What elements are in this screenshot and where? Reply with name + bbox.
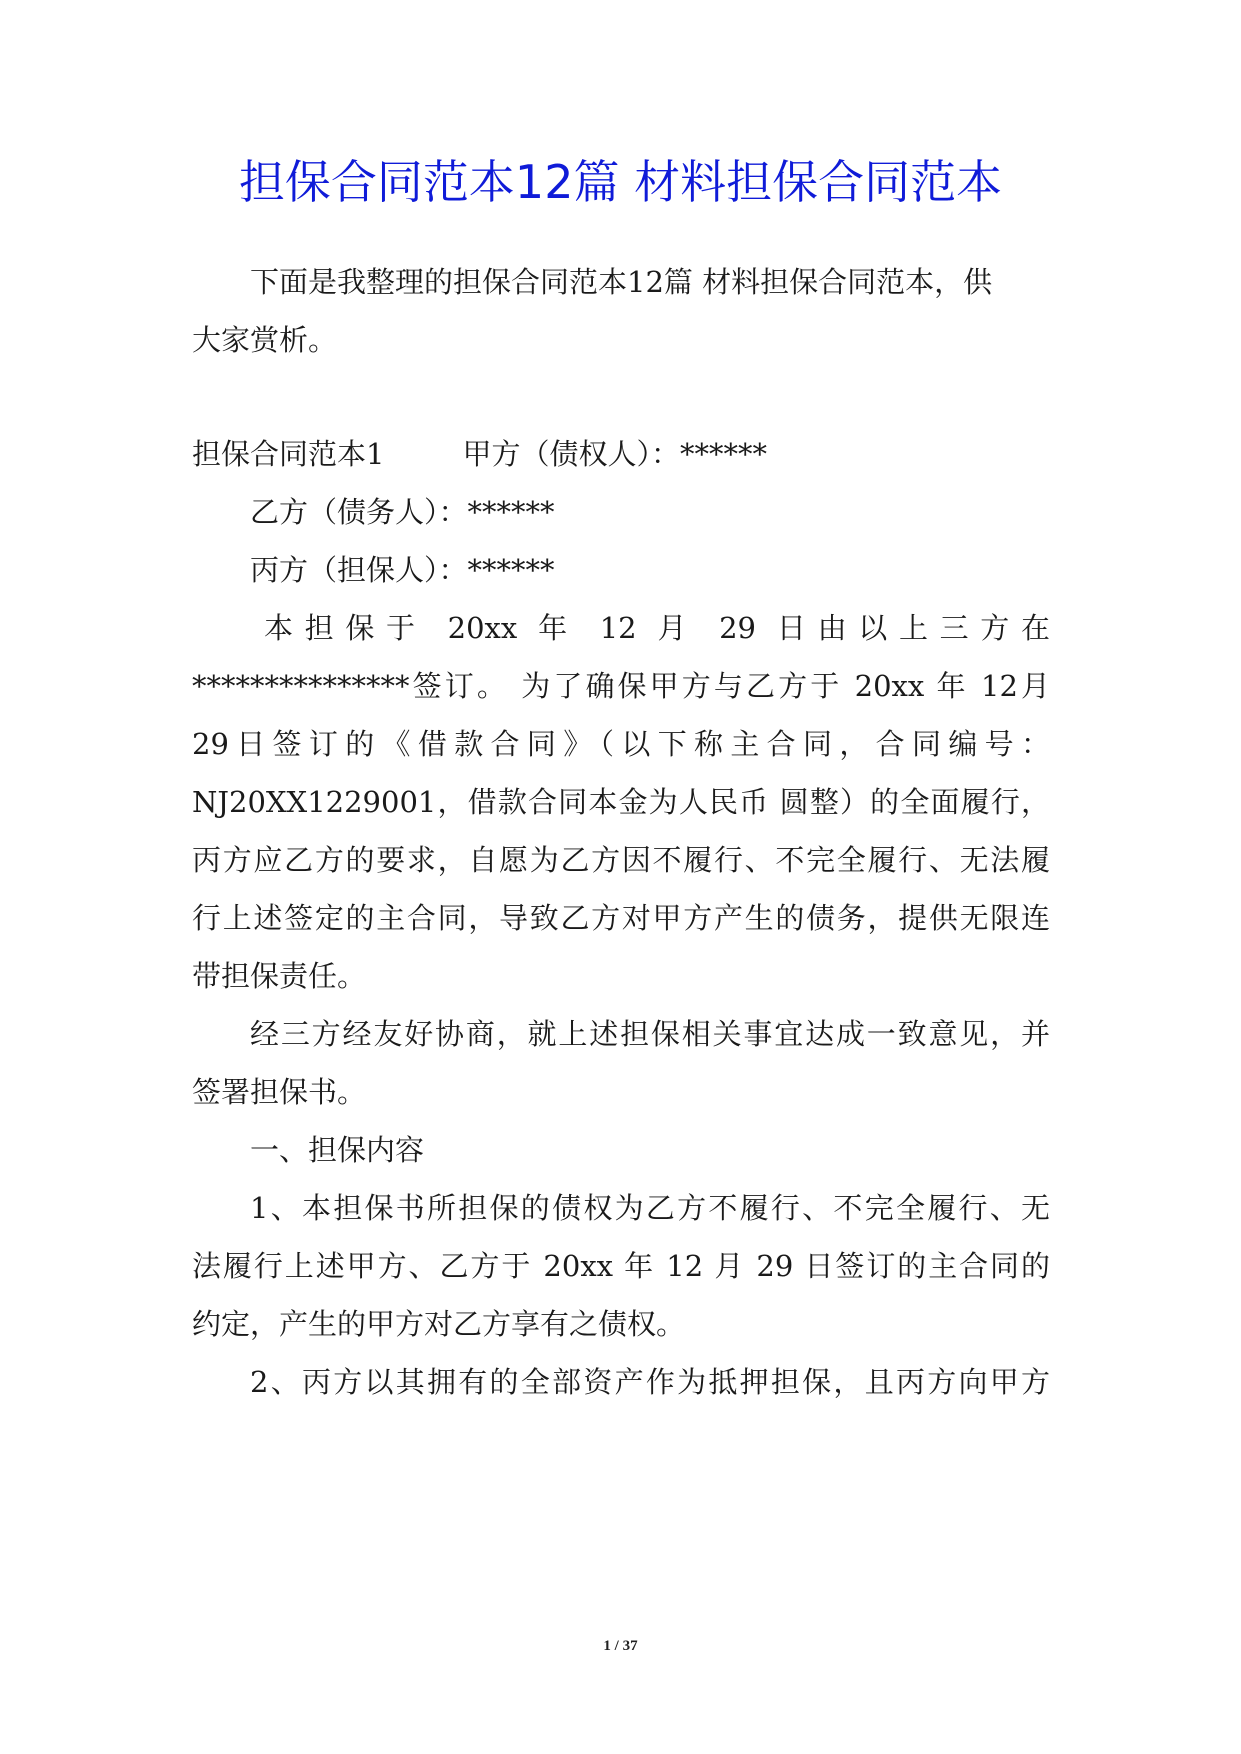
page-number: 1 / 37 [603,1638,638,1654]
paragraph1-line-3: 29日签订的《借款合同》（以下称主合同，合同编号： [192,727,1050,761]
party-c: 丙方（担保人）：****** [250,553,555,587]
section-heading: 担保合同范本1 [192,437,385,471]
document-title: 担保合同范本12篇 材料担保合同范本 [238,155,1003,209]
party-a: 甲方（债权人）：****** [462,437,767,471]
section-heading-row [192,434,767,474]
paragraph2-line-2: 签署担保书。 [192,1075,367,1109]
paragraph1-line-2: ***************签订。 为了确保甲方与乙方于 20xx 年 12月 [192,669,1050,703]
paragraph1-line-5: 丙方应乙方的要求，自愿为乙方因不履行、不完全履行、无法履 [192,843,1050,877]
clause1-line-1: 1、本担保书所担保的债权为乙方不履行、不完全履行、无 [250,1191,1050,1225]
clause2-line-1: 2、丙方以其拥有的全部资产作为抵押担保，且丙方向甲方 [250,1365,1050,1399]
paragraph1-line-1: 本担保于 20xx 年 12 月 29 日由以上三方在 [264,611,1050,645]
paragraph2-line-1: 经三方经友好协商，就上述担保相关事宜达成一致意见，并 [250,1017,1050,1051]
paragraph1-line-7: 带担保责任。 [192,959,367,993]
paragraph1-line-4: NJ20XX1229001，借款合同本金为人民币 圆整）的全面履行， [192,785,1050,819]
clause1-line-3: 约定，产生的甲方对乙方享有之债权。 [192,1307,686,1341]
party-b: 乙方（债务人）：****** [250,495,555,529]
intro-line-1: 下面是我整理的担保合同范本12篇 材料担保合同范本，供 [250,265,993,299]
clause1-line-2: 法履行上述甲方、乙方于 20xx 年 12 月 29 日签订的主合同的 [192,1249,1050,1283]
clause-heading: 一、担保内容 [250,1133,425,1167]
paragraph1-line-6: 行上述签定的主合同，导致乙方对甲方产生的债务，提供无限连 [192,901,1050,935]
intro-line-2: 大家赏析。 [192,323,338,357]
